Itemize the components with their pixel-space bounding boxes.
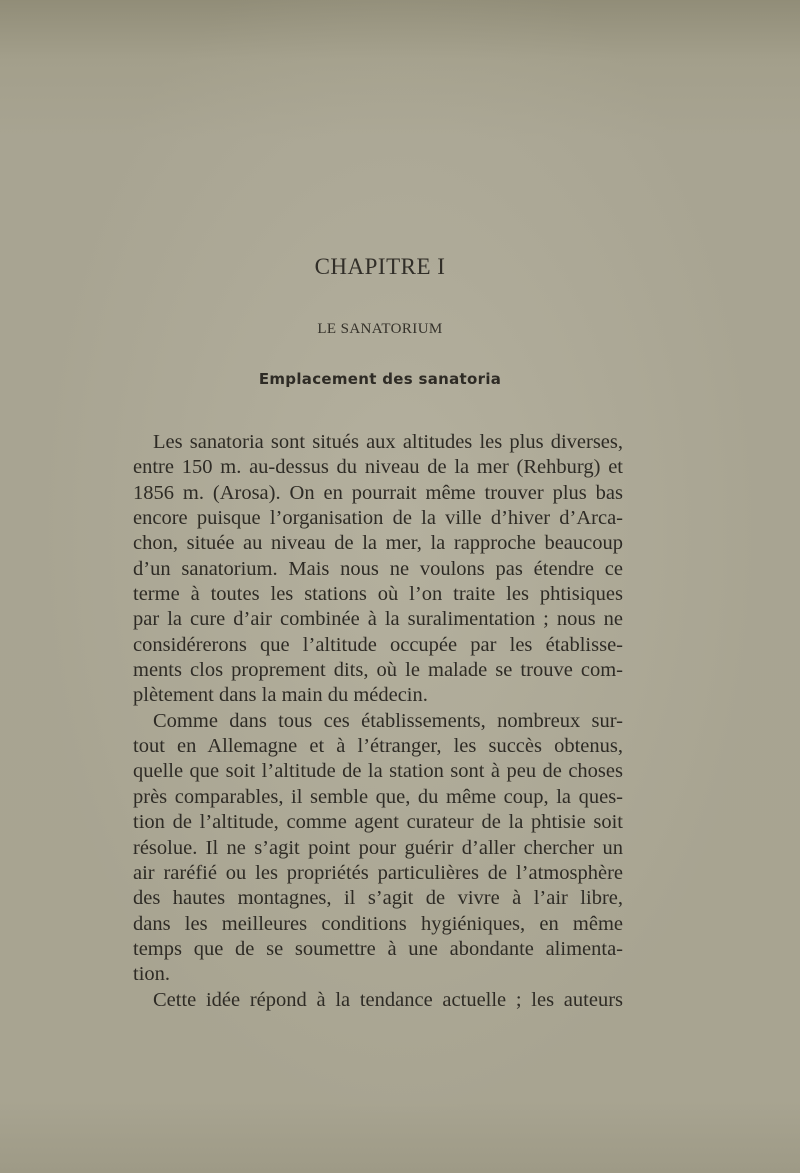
text-line: tout en Allemagne et à l’étranger, les succès obtenus,	[133, 735, 623, 758]
text-line: par la cure d’air combinée à la suralimentation ; nous ne	[133, 608, 623, 631]
section-title: LE SANATORIUM	[317, 321, 443, 337]
text-line: dans les meilleures conditions hygiéniques, en même	[133, 912, 623, 935]
text-line: près comparables, il semble que, du même coup, la ques-	[133, 785, 623, 808]
text-line: terme à toutes les stations où l’on traite les phtisiques	[133, 583, 623, 606]
chapter-title: CHAPITRE I	[314, 254, 446, 279]
body-text	[133, 430, 623, 1013]
text-line: temps que de se soumettre à une abondante alimenta-	[133, 937, 623, 960]
text-line: Les sanatoria sont situés aux altitudes les plus diverses,	[153, 431, 623, 453]
text-line: ments clos proprement dits, où le malade se trouve com-	[133, 659, 623, 682]
text-line: tion.	[133, 963, 171, 986]
text-line: quelle que soit l’altitude de la station sont à peu de choses	[133, 760, 623, 783]
text-line: tion de l’altitude, comme agent curateur de la phtisie soit	[133, 811, 623, 834]
text-line: 1856 m. (Arosa). On en pourrait même trouver plus bas	[133, 481, 623, 504]
text-line: air raréfié ou les propriétés particulières de l’atmosphère	[133, 861, 623, 884]
subsection-title: Emplacement des sanatoria	[258, 370, 502, 388]
text-line: résolue. Il ne s’agit point pour guérir d’aller chercher un	[133, 836, 623, 859]
text-line: chon, située au niveau de la mer, la rapproche beaucoup	[133, 532, 623, 555]
text-line: encore puisque l’organisation de la ville d’hiver d’Arca-	[133, 507, 623, 530]
text-line: des hautes montagnes, il s’agit de vivre à l’air libre,	[133, 887, 623, 910]
text-line: entre 150 m. au-dessus du niveau de la mer (Rehburg) et	[133, 456, 623, 479]
text-line: Cette idée répond à la tendance actuelle ; les auteurs	[153, 988, 623, 1011]
text-line: considérerons que l’altitude occupée par les établisse-	[133, 633, 623, 656]
text-line: plètement dans la main du médecin.	[133, 684, 428, 707]
text-line: Comme dans tous ces établissements, nombreux sur-	[153, 709, 623, 732]
text-line: d’un sanatorium. Mais nous ne voulons pas étendre ce	[133, 557, 623, 580]
